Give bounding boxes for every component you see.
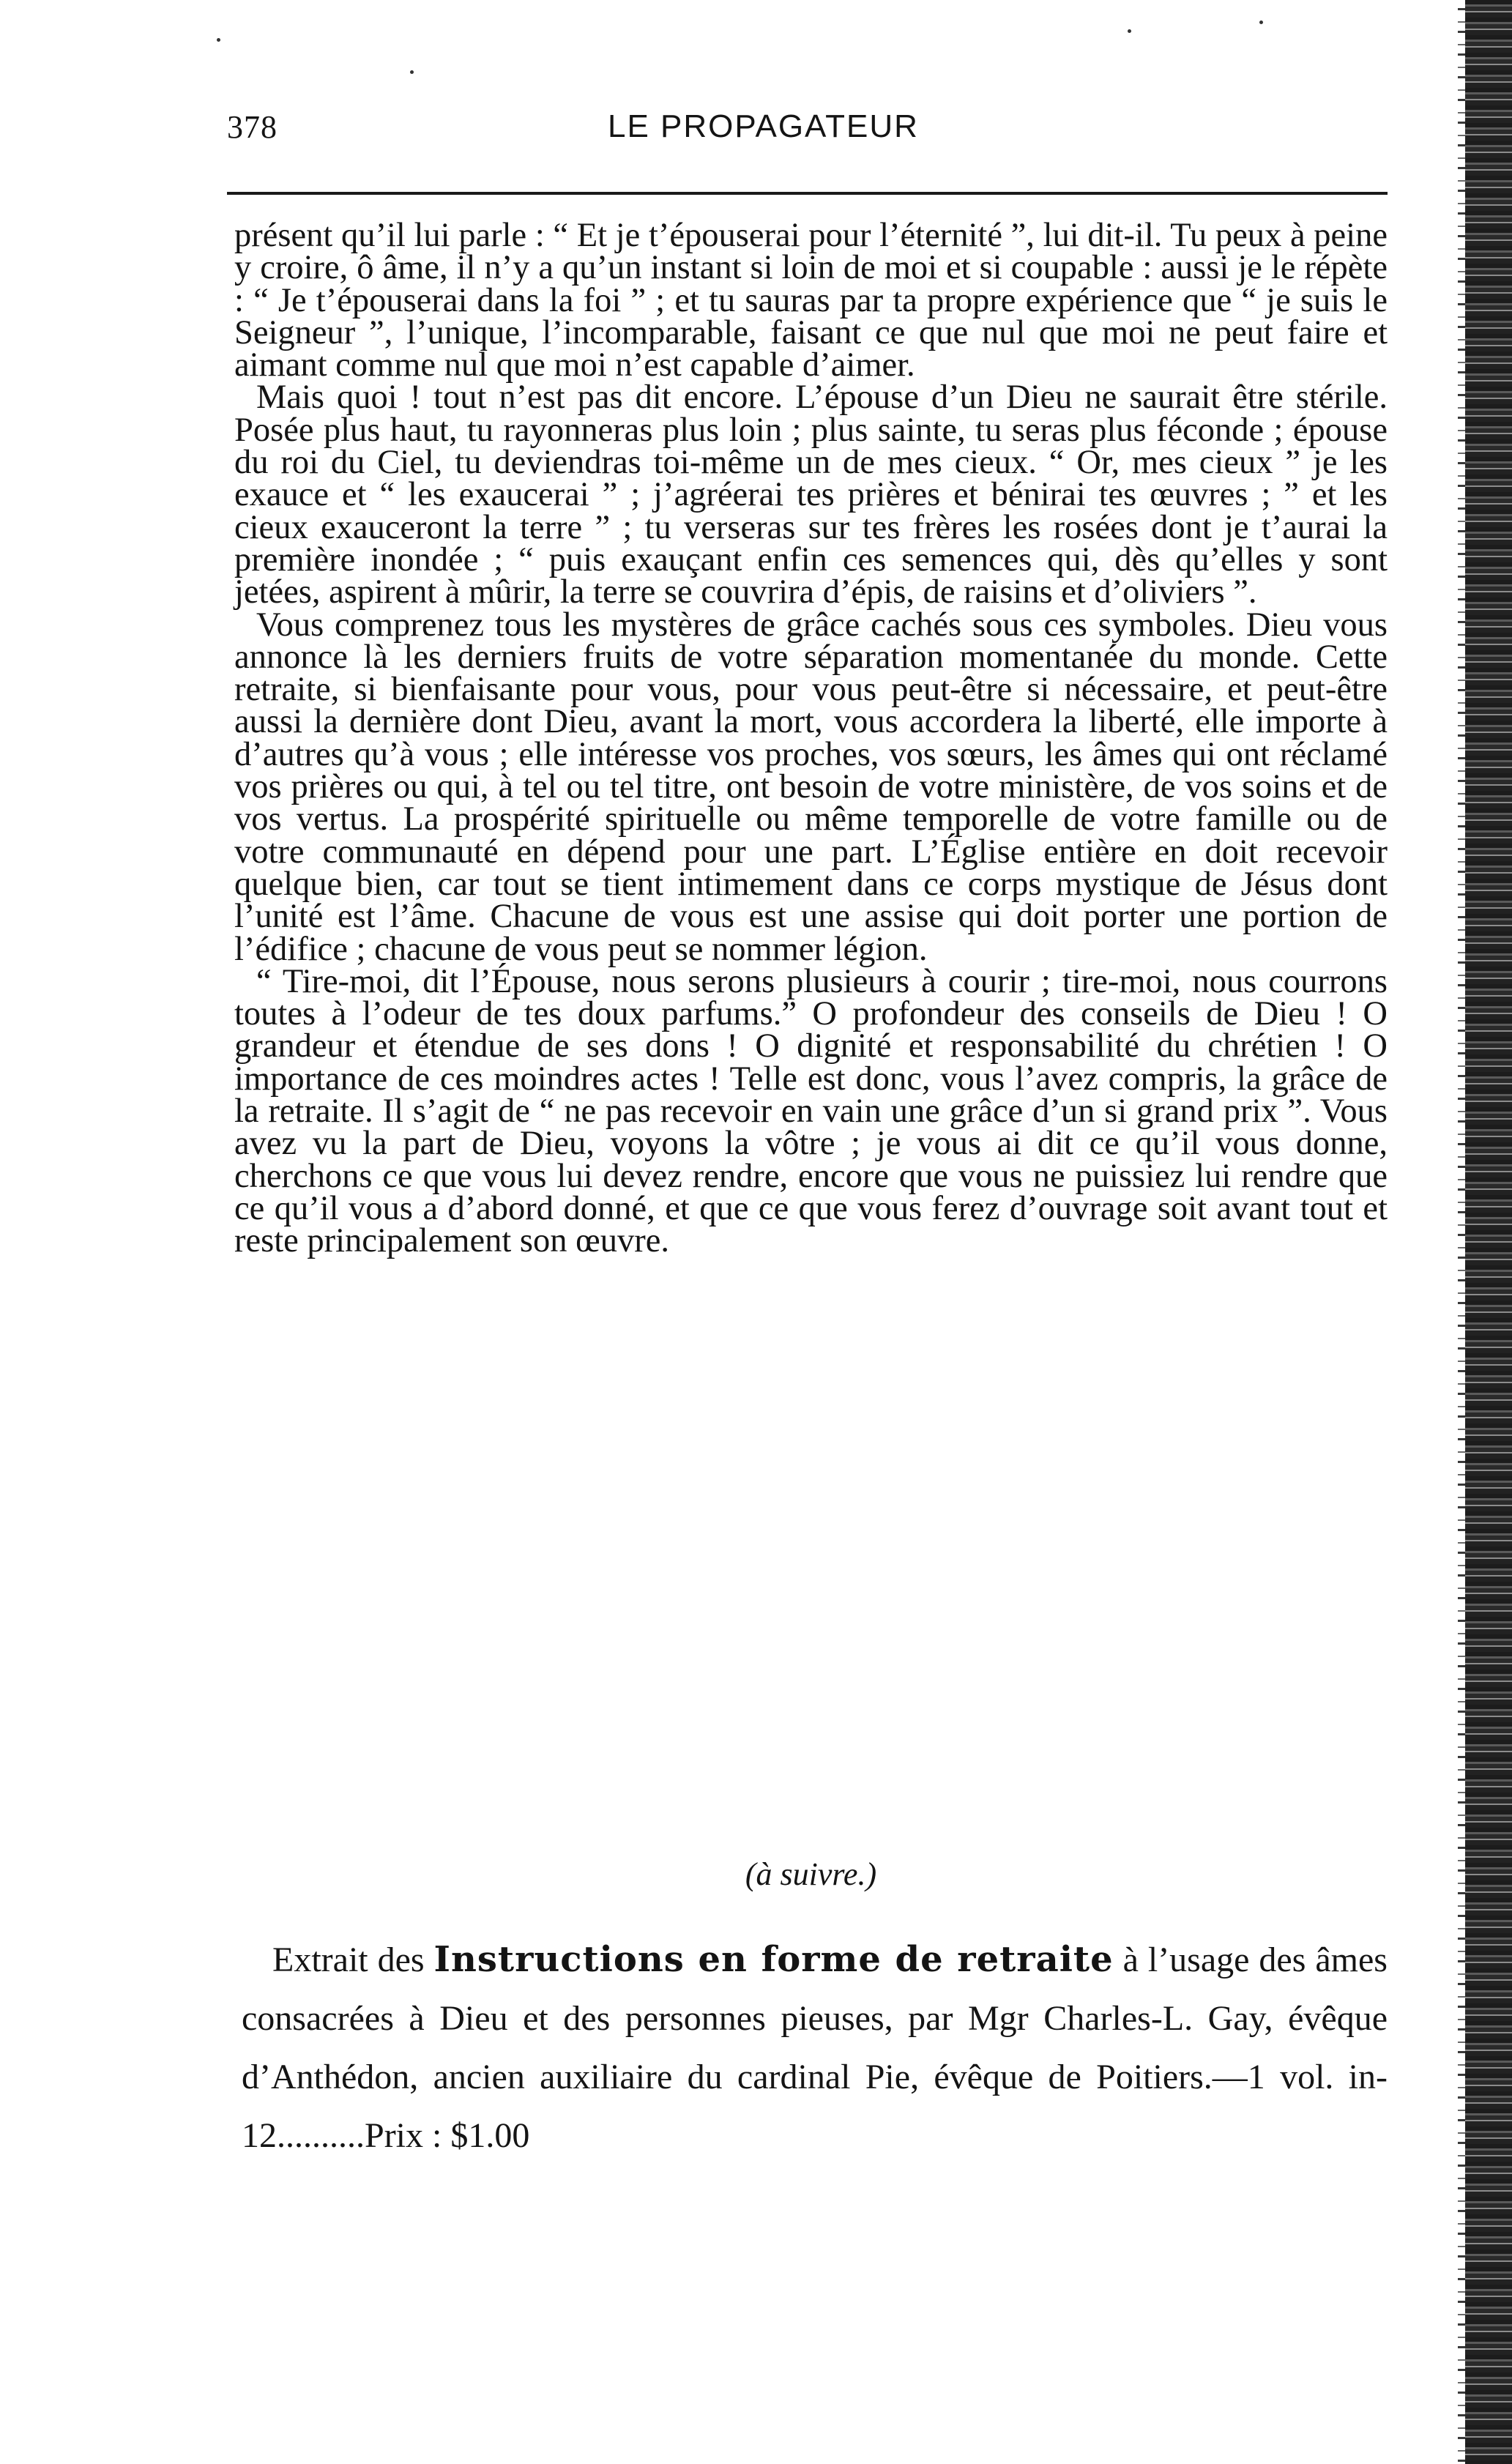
header-rule xyxy=(227,192,1388,195)
scan-speck xyxy=(1259,21,1263,24)
paragraph: présent qu’il lui parle : “ Et je t’épouserai pour l’éternité ”, lui dit-il. Tu peux à peine y croire, ô âme, il n’y a qu’un instant si loin de moi et si coupable : aussi je le répète : “ Je t’épouserai dans la foi ” ; et tu sauras par ta propre expérience que “ je suis le Seigneur ”, l’unique, l’incomparable, faisant ce que nul que moi ne peut faire et aimant comme nul que moi n’est capable d’aimer. xyxy=(234,217,1388,384)
paragraph: Mais quoi ! tout n’est pas dit encore. L’épouse d’un Dieu ne saurait être stérile. Posée plus haut, tu rayonneras plus loin ; plus sainte, tu seras plus féconde ; épouse du roi du Ciel, tu deviendras toi-même un de mes cieux. “ Or, mes cieux ” je les exauce et “ les exaucerai ” ; j’agréerai tes prières et bénirai tes œuvres ; ” et les cieux exauceront la terre ” ; tu verseras sur tes frères les rosées dont je t’aurai la première inondée ; “ puis exauçant enfin ces semences qui, dès qu’elles y sont jetées, aspirent à mûrir, la terre se couvrira d’épis, de raisins et d’oliviers ”. xyxy=(234,379,1388,611)
body-text xyxy=(234,217,1388,1260)
notice-book-title: Instructions en forme de retraite xyxy=(433,1939,1114,1980)
running-head: LE PROPAGATEUR xyxy=(608,108,919,144)
scan-speck xyxy=(1128,29,1131,33)
continuation-note: (à suivre.) xyxy=(745,1856,877,1892)
book-notice xyxy=(242,1930,1388,2165)
paragraph: Vous comprenez tous les mystères de grâce cachés sous ces symboles. Dieu vous annonce là les derniers fruits de votre séparation momentanée du monde. Cette retraite, si bienfaisante pour vous, pour vous peut-être si nécessaire, et peut-être aussi la dernière dont Dieu, avant la mort, vous accordera la liberté, elle importe à d’autres qu’à vous ; elle intéresse vos proches, vos sœurs, les âmes qui ont réclamé vos prières ou qui, à tel ou tel titre, ont besoin de votre ministère, de vos soins et de vos vertus. La prospérité spirituelle ou même temporelle de votre famille ou de votre communauté en dépend pour une part. L’Église entière en doit recevoir quelque bien, car tout se tient intimement dans ce corps mystique de Jésus dont l’unité est l’âme. Chacune de vous est une assise qui doit porter une portion de l’édifice ; chacune de vous peut se nommer légion. xyxy=(234,606,1388,968)
notice-prefix: Extrait des xyxy=(272,1940,434,1979)
scan-edge-shadow xyxy=(1465,0,1512,2464)
page-header xyxy=(227,108,1384,160)
page-number: 378 xyxy=(227,109,278,145)
notice-text: à l’usage des âmes consacrées à Dieu et des personnes pieuses, par Mgr Charles-L. Gay, évêque d’Anthédon, ancien auxiliaire du cardinal Pie, évêque de Poitiers.—1 vol. in-12..........Prix : $1.00 xyxy=(242,1940,1388,2155)
scan-speck xyxy=(410,70,414,74)
paragraph: “ Tire-moi, dit l’Épouse, nous serons plusieurs à courir ; tire-moi, nous courrons toutes à l’odeur de tes doux parfums.” O profondeur des conseils de Dieu ! O grandeur et étendue de ses dons ! O dignité et responsabilité du chrétien ! O importance de ces moindres actes ! Telle est donc, vous l’avez compris, la grâce de la retraite. Il s’agit de “ ne pas recevoir en vain une grâce d’un si grand prix ”. Vous avez vu la part de Dieu, voyons la vôtre ; je vous ai dit ce qu’il vous donne, cherchons ce que vous lui devez rendre, encore que vous ne puissiez lui rendre que ce qu’il vous a d’abord donné, et que ce que vous ferez d’ouvrage soit avant tout et reste principalement son œuvre. xyxy=(234,962,1388,1260)
scan-speck xyxy=(217,38,220,42)
notice-paragraph xyxy=(242,1930,1388,2165)
